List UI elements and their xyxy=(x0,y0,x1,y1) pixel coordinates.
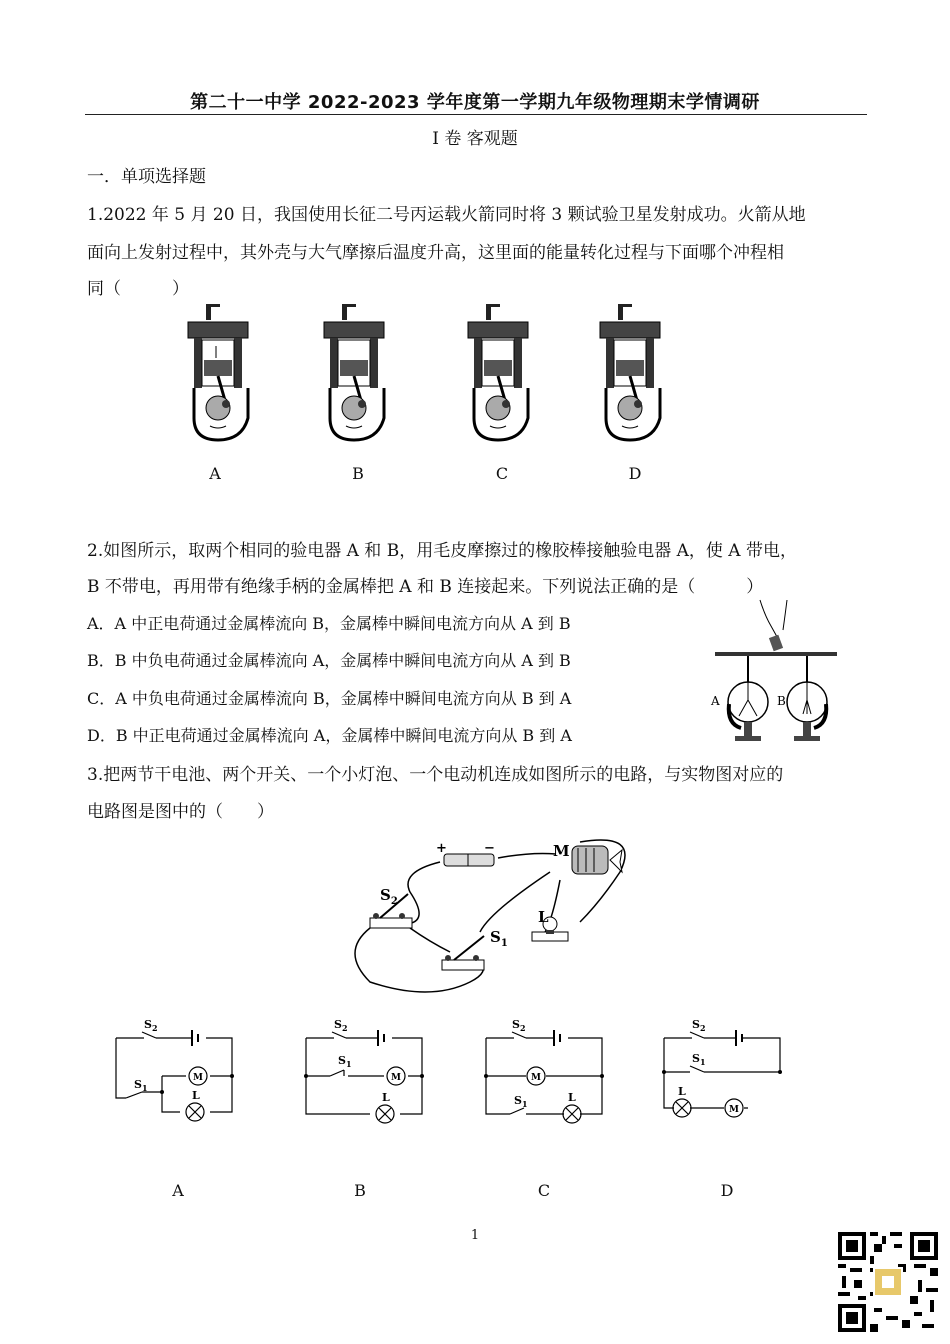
engine-c-icon xyxy=(468,304,528,440)
circuit-b xyxy=(306,1030,422,1123)
circuit-d-motor: M xyxy=(729,1105,739,1115)
section-title: I 卷 客观题 xyxy=(432,129,518,149)
engine-label-a: A xyxy=(209,464,221,483)
q2-line-2: B 不带电，再用带有绝缘手柄的金属棒把 A 和 B 连接起来。下列说法正确的是（ ） xyxy=(87,577,764,597)
q2-option-b: B．B 中负电荷通过金属棒流向 A，金属棒中瞬间电流方向从 A 到 B xyxy=(87,651,571,670)
circuit-c-motor-label: M xyxy=(531,1073,541,1083)
circuit-a-s1: $S_1$ xyxy=(134,1078,148,1093)
circuit-d-s1: $S_1$ xyxy=(692,1052,706,1067)
title-divider xyxy=(85,114,867,115)
circuit-b-motor: M xyxy=(391,1073,401,1083)
circuit-c-s2: $S_2$ xyxy=(512,1018,526,1033)
qr-code-icon xyxy=(838,1232,938,1332)
electroscope-b xyxy=(787,682,827,741)
circuit-label-b: B xyxy=(354,1181,366,1200)
engine-b-icon xyxy=(324,304,384,440)
circuit-c-lamp: L xyxy=(568,1091,576,1104)
circuit-d-lamp: L xyxy=(678,1085,686,1098)
engine-strokes-figure xyxy=(180,300,680,460)
page-number: 1 xyxy=(470,1228,480,1243)
electroscope-figure xyxy=(705,596,845,748)
engine-label-d: D xyxy=(628,464,642,483)
q2-option-d: D．B 中正电荷通过金属棒流向 A，金属棒中瞬间电流方向从 B 到 A xyxy=(87,726,572,745)
circuit-b-s2: $S_2$ xyxy=(334,1018,348,1033)
circuit-a-motor: M xyxy=(193,1073,203,1083)
q3-line-2: 电路图是图中的（ ） xyxy=(87,802,274,822)
battery-minus-label: − xyxy=(484,841,495,856)
part-heading: 一．单项选择题 xyxy=(87,167,206,187)
lamp-label: L xyxy=(538,908,549,926)
switch-s1-label: $S_1$ xyxy=(490,928,508,949)
engine-d-icon xyxy=(600,304,660,440)
switch-s2-label: $S_2$ xyxy=(380,886,398,907)
circuit-d-s2: $S_2$ xyxy=(692,1018,706,1033)
circuit-a-lamp: L xyxy=(192,1089,200,1102)
battery-plus-label: + xyxy=(436,841,447,856)
motor-icon xyxy=(572,846,622,874)
q1-line-2: 面向上发射过程中，其外壳与大气摩擦后温度升高，这里面的能量转化过程与下面哪个冲程相 xyxy=(87,243,784,263)
physical-circuit-figure xyxy=(350,832,650,1000)
electroscope-label-a: A xyxy=(711,694,720,708)
q2-option-a: A．A 中正电荷通过金属棒流向 B，金属棒中瞬间电流方向从 A 到 B xyxy=(87,614,571,633)
engine-a-icon xyxy=(188,304,248,440)
q2-line-1: 2.如图所示，取两个相同的验电器 A 和 B，用毛皮摩擦过的橡胶棒接触验电器 A，使 A 带电， xyxy=(87,541,797,561)
circuit-label-d: D xyxy=(720,1181,734,1200)
switch-s1-icon xyxy=(442,936,484,970)
circuit-diagrams-figure xyxy=(100,1008,800,1130)
circuit-d xyxy=(664,1030,780,1117)
q1-line-1: 1.2022 年 5 月 20 日，我国使用长征二号丙运载火箭同时将 3 颗试验卫星发射成功。火箭从地 xyxy=(87,205,806,225)
q2-option-c: C．A 中负电荷通过金属棒流向 B，金属棒中瞬间电流方向从 B 到 A xyxy=(87,689,572,708)
circuit-c xyxy=(486,1030,602,1123)
circuit-c-s1: $S_1$ xyxy=(514,1094,528,1109)
circuit-b-s1: $S_1$ xyxy=(338,1054,352,1069)
circuit-a-s2: $S_2$ xyxy=(144,1018,158,1033)
exam-title: 第二十一中学 2022-2023 学年度第一学期九年级物理期末学情调研 xyxy=(190,92,760,113)
q1-line-3: 同（ ） xyxy=(87,279,189,299)
engine-label-c: C xyxy=(495,464,509,483)
circuit-label-a: A xyxy=(172,1181,184,1200)
circuit-b-lamp: L xyxy=(382,1091,390,1104)
motor-label: M xyxy=(553,842,570,860)
electroscope-a xyxy=(728,682,768,741)
circuit-a xyxy=(116,1030,232,1121)
electroscope-label-b: B xyxy=(777,694,786,708)
engine-label-b: B xyxy=(352,464,364,483)
circuit-label-c: C xyxy=(537,1181,551,1200)
q3-line-1: 3.把两节干电池、两个开关、一个小灯泡、一个电动机连成如图所示的电路，与实物图对应的 xyxy=(87,765,784,785)
